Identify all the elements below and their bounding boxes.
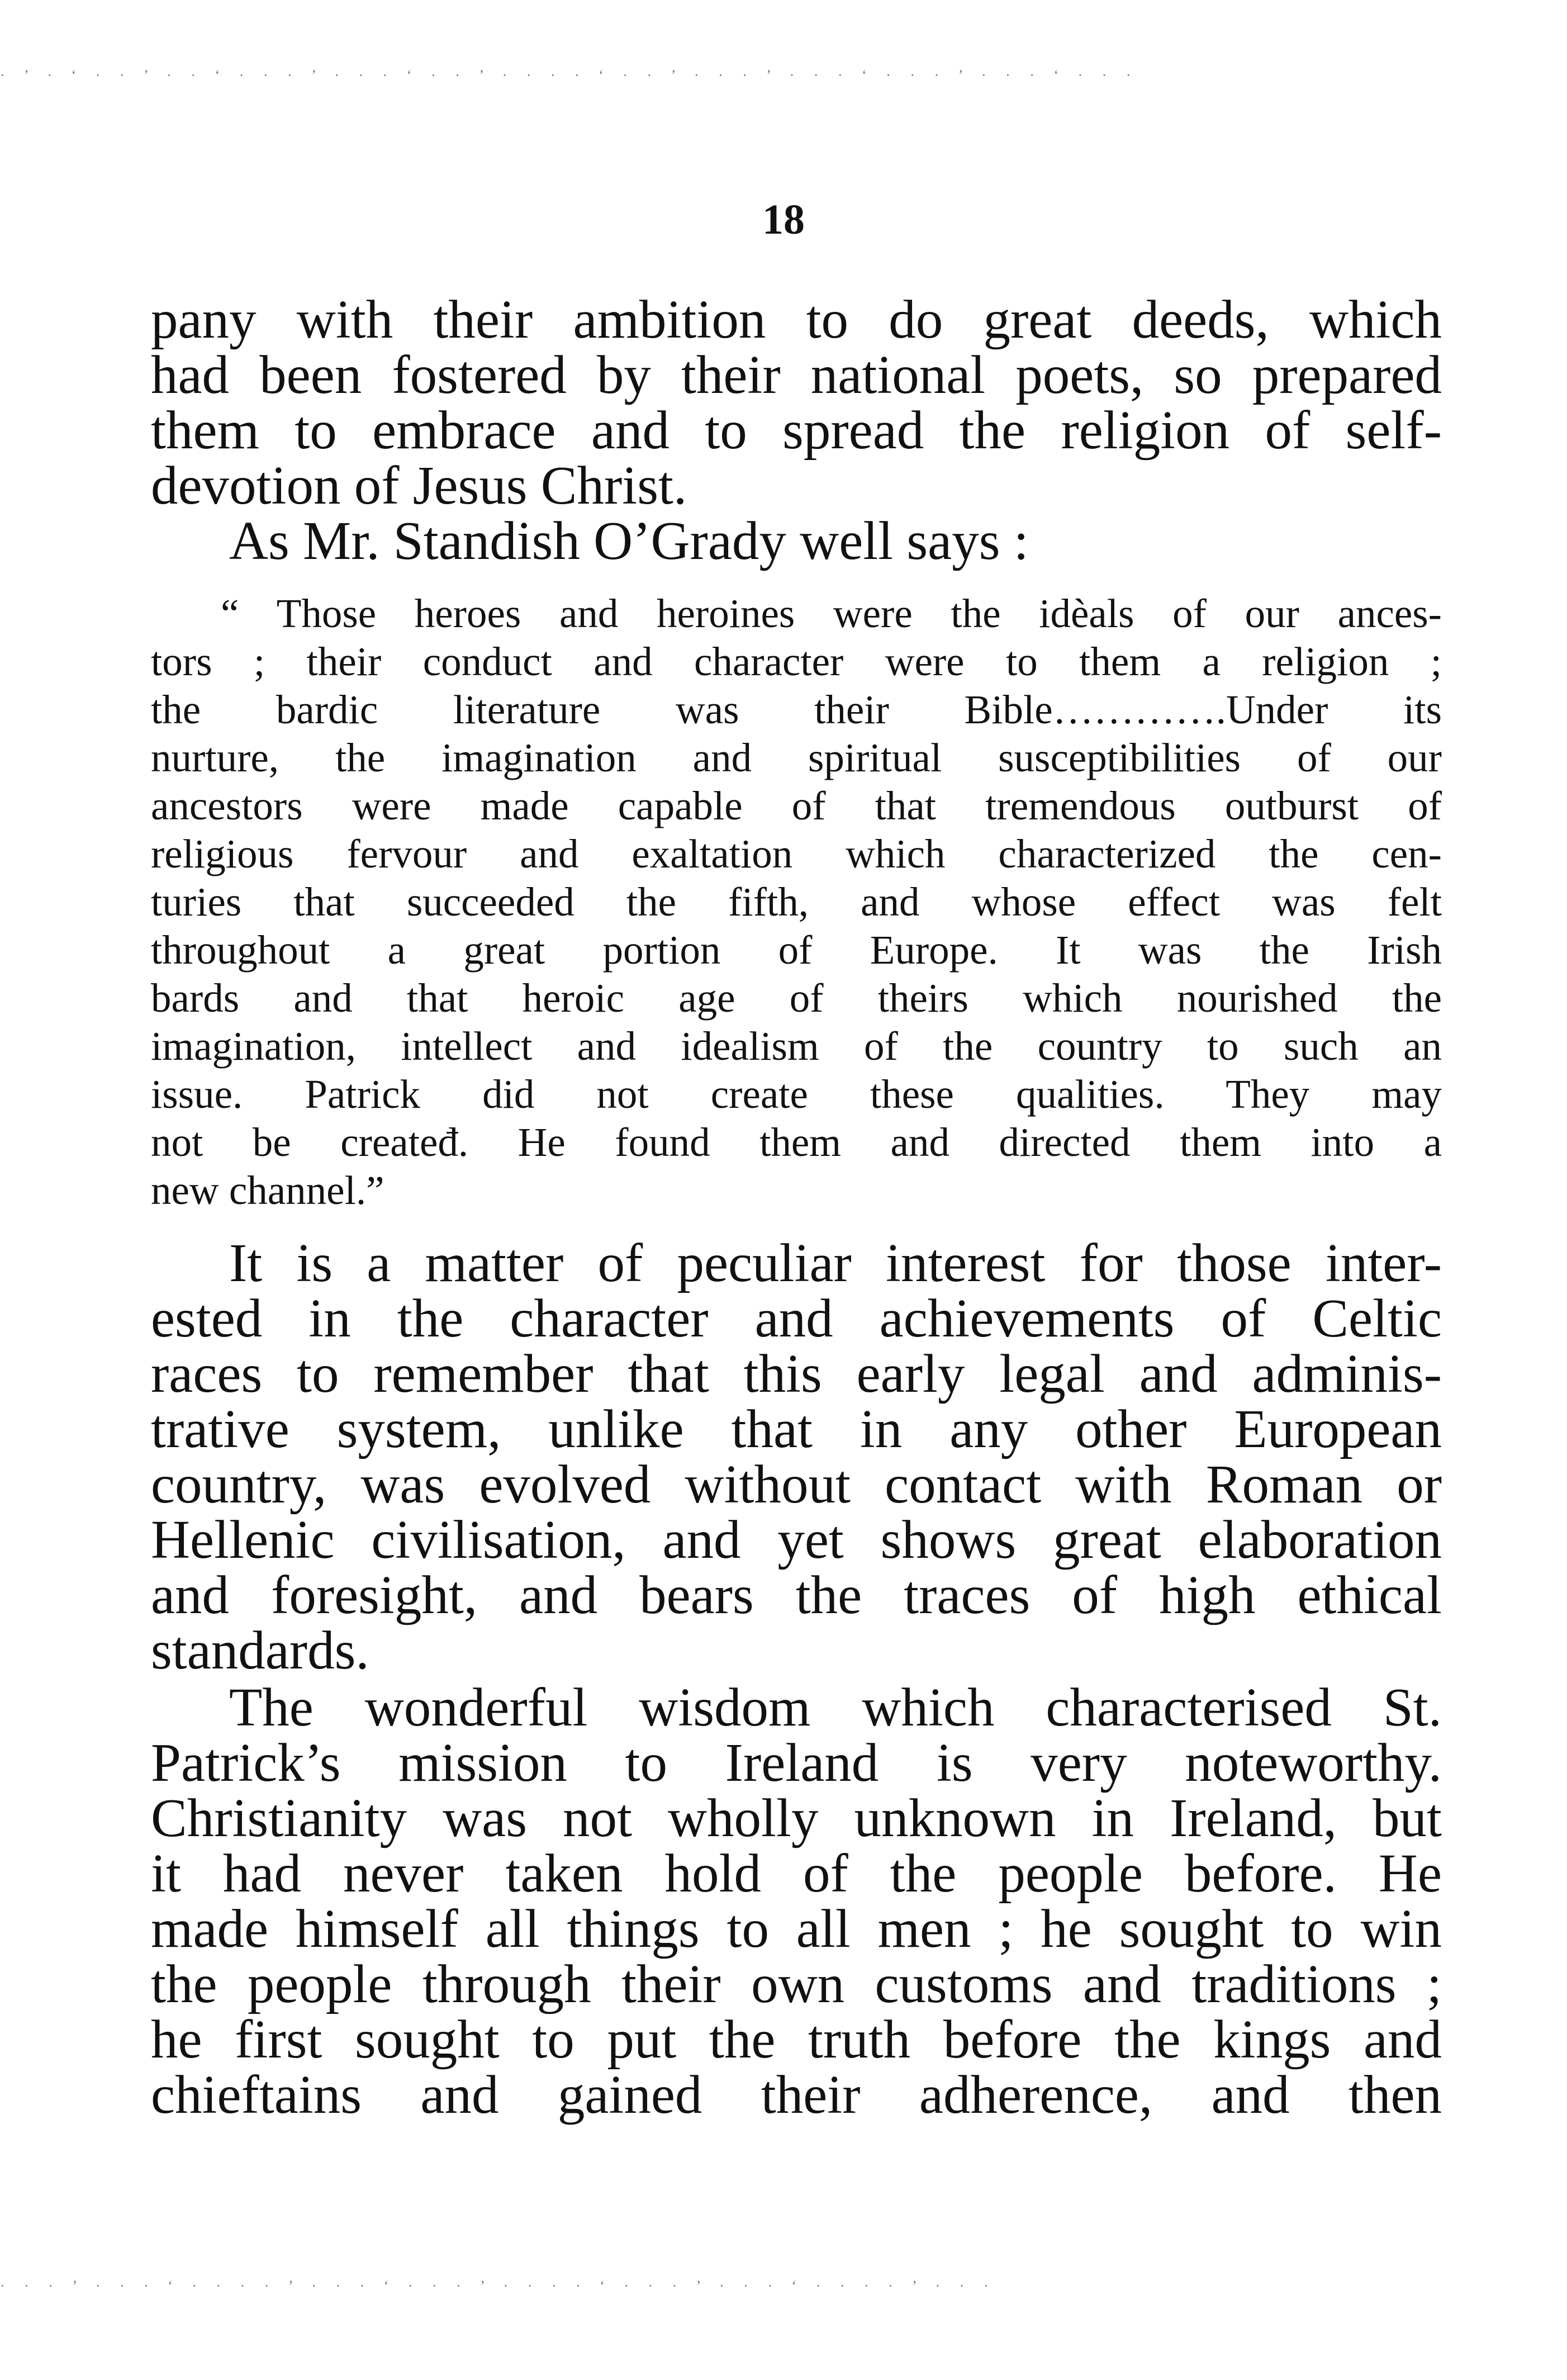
quote-line: the bardic literature was their Bible………….Under its: [151, 687, 1442, 732]
celtic-interest-paragraph: [151, 1235, 1442, 1678]
text-line: had been fostered by their national poets, so prepared: [151, 345, 1442, 405]
quote-intro-line: As Mr. Standish O’Grady well says :: [229, 511, 1029, 571]
quote-line: “ Those heroes and heroines were the idèals of our ances-: [221, 591, 1442, 636]
page-number: 18: [762, 196, 805, 243]
text-line: made himself all things to all men ; he sought to win: [151, 1899, 1442, 1959]
text-line: the people through their own customs and traditions ;: [151, 1954, 1442, 2014]
st-patrick-paragraph: [151, 1677, 1442, 2125]
text-line: Patrick’s mission to Ireland is very noteworthy.: [151, 1733, 1442, 1793]
quote-line: nurture, the imagination and spiritual susceptibilities of our: [151, 735, 1442, 780]
text-line: pany with their ambition to do great deeds, which: [151, 290, 1442, 349]
quote-line: issue. Patrick did not create these qualities. They may: [151, 1072, 1442, 1117]
text-line: devotion of Jesus Christ.: [151, 456, 687, 515]
text-line: races to remember that this early legal and adminis-: [151, 1344, 1442, 1404]
scan-noise-bottom: · · · ’ · · · ‘ · · · · ’ · · · ‘ · · · ’ · · · · ‘ · · · ’ · · · ‘ · · · · ’ · · ·: [0, 2278, 996, 2294]
quote-line: throughout a great portion of Europe. It was the Irish: [151, 927, 1442, 973]
quote-line: new channel.”: [151, 1168, 384, 1213]
text-line: them to embrace and to spread the religion of self-: [151, 400, 1442, 460]
quote-line: bards and that heroic age of theirs which nourished the: [151, 975, 1442, 1021]
quote-line: ancestors were made capable of that tremendous outburst of: [151, 783, 1442, 828]
text-line: chieftains and gained their adherence, and then: [151, 2065, 1442, 2125]
block-quote: [151, 590, 1442, 1215]
text-line: It is a matter of peculiar interest for those inter-: [229, 1233, 1442, 1293]
quote-line: tors ; their conduct and character were to them a religion ;: [151, 639, 1442, 684]
text-line: The wonderful wisdom which characterised St.: [229, 1677, 1442, 1737]
text-line: ested in the character and achievements of Celtic: [151, 1288, 1442, 1348]
quote-line: turies that succeeded the fifth, and whose effect was felt: [151, 879, 1442, 924]
text-line: trative system, unlike that in any other European: [151, 1399, 1442, 1459]
quote-line: imagination, intellect and idealism of the country to such an: [151, 1023, 1442, 1069]
text-line: it had never taken hold of the people before. He: [151, 1843, 1442, 1903]
continuation-paragraph: [151, 290, 1442, 571]
text-line: and foresight, and bears the traces of high ethical: [151, 1565, 1442, 1625]
text-line: he first sought to put the truth before the kings and: [151, 2009, 1442, 2069]
quote-line: religious fervour and exaltation which characterized the cen-: [151, 831, 1442, 876]
text-line: country, was evolved without contact with Roman or: [151, 1454, 1442, 1514]
text-line: Hellenic civilisation, and yet shows great elaboration: [151, 1510, 1442, 1570]
quote-line: not be createđ. He found them and directed them into a: [151, 1120, 1442, 1165]
text-line: standards.: [151, 1620, 369, 1680]
scan-noise-top: · ’ · ‘ · · ’ · · ‘ · · · ’ · · · ‘ · · ’ · · · · ‘ · · ’ · · · ’ · · · ‘ · · · ’ · · · ‘ · · ·: [0, 67, 1139, 83]
text-line: Christianity was not wholly unknown in Ireland, but: [151, 1788, 1442, 1848]
